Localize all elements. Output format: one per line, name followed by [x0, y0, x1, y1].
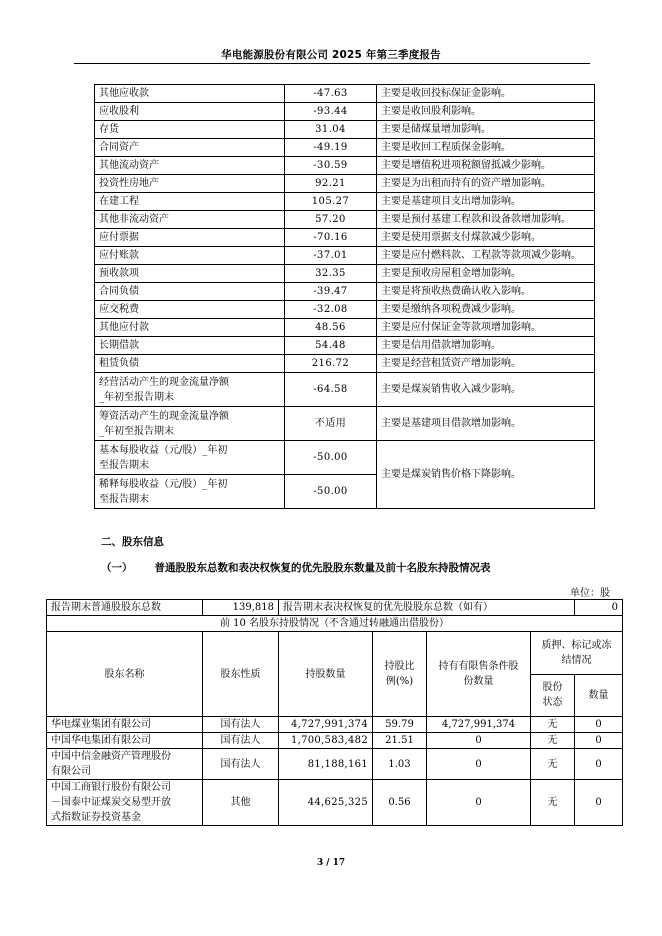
table-row: [95, 175, 595, 193]
holder-restricted: 0: [427, 749, 531, 780]
change-reason: 主要是将预收热费确认收入影响。: [377, 283, 595, 301]
item-name: 预收款项: [95, 265, 285, 283]
holder-name-line: 中国工商银行股份有限公司: [51, 782, 171, 793]
holder-ratio: 59.79: [373, 717, 427, 733]
table-row: [95, 355, 595, 373]
change-reason: 主要是增值税进项税额留抵减少影响。: [377, 157, 595, 175]
change-ratio: 48.56: [285, 319, 377, 337]
item-name: [95, 407, 285, 441]
shareholder-table: [46, 599, 623, 826]
change-ratio: 32.35: [285, 265, 377, 283]
change-reason: 主要是应付燃料款、工程款等款项减少影响。: [377, 247, 595, 265]
change-ratio: 92.21: [285, 175, 377, 193]
holder-restricted: 4,727,991,374: [427, 717, 531, 733]
table-row: [95, 265, 595, 283]
change-ratio: 105.27: [285, 193, 377, 211]
item-name: 应收股利: [95, 103, 285, 121]
holder-pledge-status: 无: [531, 780, 575, 826]
change-ratio: -93.44: [285, 103, 377, 121]
item-name: [95, 441, 285, 475]
change-reason: 主要是信用借款增加影响。: [377, 337, 595, 355]
holder-nature: 国有法人: [203, 717, 279, 733]
holder-shares: 4,727,991,374: [279, 717, 373, 733]
change-reason: 主要是收回股利影响。: [377, 103, 595, 121]
holder-name: [47, 717, 203, 733]
change-ratio: -37.01: [285, 247, 377, 265]
balance-change-table: [94, 84, 595, 509]
table-row: [95, 407, 595, 441]
change-ratio: -49.19: [285, 139, 377, 157]
item-name-line: _年初至报告期末: [99, 425, 174, 437]
change-reason: 主要是收回投标保证金影响。: [377, 85, 595, 103]
total-holders-value: 139,818: [203, 600, 279, 616]
item-name-line: _年初至报告期末: [99, 391, 174, 403]
page-number: 3 / 17: [316, 858, 346, 868]
col-header-pledge-qty: 数量: [575, 674, 623, 717]
holder-name-line: 有限公司: [51, 766, 91, 777]
holder-nature: 国有法人: [203, 733, 279, 749]
change-reason: 主要是预收房屋租金增加影响。: [377, 265, 595, 283]
holder-name-line: 华电煤业集团有限公司: [51, 719, 151, 730]
change-ratio: -47.63: [285, 85, 377, 103]
col-header-restricted: 持有有限售条件股 份数量: [427, 632, 531, 717]
section-title: 二、股东信息: [101, 536, 164, 548]
change-ratio: 54.48: [285, 337, 377, 355]
table-row: [47, 733, 623, 749]
table-row: [95, 229, 595, 247]
preferred-holders-label: 报告期末表决权恢复的优先股股东总数（如有）: [279, 600, 575, 616]
change-ratio: -70.16: [285, 229, 377, 247]
col-header-shares: 持股数量: [279, 632, 373, 717]
change-ratio: 31.04: [285, 121, 377, 139]
item-name-line: 至报告期末: [99, 459, 149, 471]
change-reason: 主要是预付基建工程款和设备款增加影响。: [377, 211, 595, 229]
item-name: 存货: [95, 121, 285, 139]
table-row: [95, 193, 595, 211]
subsection-text: 普通股股东总数和表决权恢复的优先股股东数量及前十名股东持股情况表: [154, 562, 491, 574]
holder-pledge-status: 无: [531, 717, 575, 733]
col-header-pledge: 质押、标记或冻 结情况: [531, 632, 623, 675]
holder-ratio: 0.56: [373, 780, 427, 826]
change-reason: 主要是基建项目借款增加影响。: [377, 407, 595, 441]
top10-caption-row: [47, 616, 623, 632]
change-reason: 主要是为出租而持有的资产增加影响。: [377, 175, 595, 193]
item-name: 应付票据: [95, 229, 285, 247]
table-row: [95, 283, 595, 301]
item-name-line: 稀释每股收益（元/股）_年初: [99, 478, 228, 490]
subsection-title: [101, 560, 491, 575]
change-ratio: -50.00: [285, 441, 377, 475]
table-row: [47, 749, 623, 780]
change-ratio: -30.59: [285, 157, 377, 175]
holder-pledge-qty: 0: [575, 749, 623, 780]
change-reason: 主要是基建项目支出增加影响。: [377, 193, 595, 211]
total-holders-label: 报告期末普通股股东总数: [47, 600, 203, 616]
item-name: [95, 373, 285, 407]
col-header-ratio: 持股比 例(%): [373, 632, 427, 717]
item-name-line: 基本每股收益（元/股）_年初: [99, 444, 228, 456]
change-reason: 主要是缴纳各项税费减少影响。: [377, 301, 595, 319]
item-name: 合同资产: [95, 139, 285, 157]
change-ratio: -64.58: [285, 373, 377, 407]
header-divider: [74, 63, 590, 64]
holder-pledge-status: 无: [531, 749, 575, 780]
item-name: 其他应付款: [95, 319, 285, 337]
preferred-holders-value: 0: [575, 600, 623, 616]
table-row: [95, 103, 595, 121]
change-reason: 主要是储煤量增加影响。: [377, 121, 595, 139]
holder-name-line: 中国中信金融资产管理股份: [51, 751, 171, 762]
change-reason: 主要是经营租赁资产增加影响。: [377, 355, 595, 373]
holder-nature: 国有法人: [203, 749, 279, 780]
item-name: 其他流动资产: [95, 157, 285, 175]
table-row: [95, 441, 595, 475]
change-ratio: 不适用: [285, 407, 377, 441]
table-row: [95, 139, 595, 157]
holder-name-line: 式指数证券投资基金: [51, 812, 141, 823]
table-row: [95, 301, 595, 319]
top10-caption: 前 10 名股东持股情况（不含通过转融通出借股份）: [47, 616, 623, 632]
change-reason: 主要是使用票据支付煤款减少影响。: [377, 229, 595, 247]
holder-shares: 44,625,325: [279, 780, 373, 826]
item-name: 其他应收款: [95, 85, 285, 103]
holder-nature: 其他: [203, 780, 279, 826]
item-name: 投资性房地产: [95, 175, 285, 193]
holder-name: [47, 749, 203, 780]
holder-pledge-qty: 0: [575, 780, 623, 826]
table-row: [95, 247, 595, 265]
table-row: [95, 337, 595, 355]
holders-header-row: [47, 632, 623, 675]
holder-pledge-qty: 0: [575, 717, 623, 733]
change-ratio: -32.08: [285, 301, 377, 319]
col-header-nature: 股东性质: [203, 632, 279, 717]
holder-restricted: 0: [427, 780, 531, 826]
item-name-line: 筹资活动产生的现金流量净额: [99, 410, 229, 422]
unit-label: 单位：股: [570, 588, 610, 599]
table-row: [95, 319, 595, 337]
change-reason: 主要是煤炭销售价格下降影响。: [377, 441, 595, 509]
holder-ratio: 21.51: [373, 733, 427, 749]
col-header-name: 股东名称: [47, 632, 203, 717]
holder-name: [47, 733, 203, 749]
table-row: [95, 121, 595, 139]
subsection-number: （一）: [101, 562, 133, 574]
holder-ratio: 1.03: [373, 749, 427, 780]
col-header-pledge-status: 股份 状态: [531, 674, 575, 717]
holder-name: [47, 780, 203, 826]
table-row: [95, 211, 595, 229]
change-ratio: -50.00: [285, 475, 377, 509]
item-name: 长期借款: [95, 337, 285, 355]
change-ratio: 216.72: [285, 355, 377, 373]
item-name: 合同负债: [95, 283, 285, 301]
change-ratio: -39.47: [285, 283, 377, 301]
report-header: 华电能源股份有限公司 2025 年第三季度报告: [221, 49, 441, 61]
change-reason: 主要是收回工程质保金影响。: [377, 139, 595, 157]
holders-summary-row: [47, 600, 623, 616]
table-row: [47, 780, 623, 826]
table-row: [47, 717, 623, 733]
item-name-line: 至报告期末: [99, 493, 149, 505]
item-name-line: 经营活动产生的现金流量净额: [99, 376, 229, 388]
change-reason: 主要是煤炭销售收入减少影响。: [377, 373, 595, 407]
holder-shares: 81,188,161: [279, 749, 373, 780]
table-row: [95, 373, 595, 407]
holder-restricted: 0: [427, 733, 531, 749]
change-ratio: 57.20: [285, 211, 377, 229]
item-name: 应付账款: [95, 247, 285, 265]
change-reason: 主要是应付保证金等款项增加影响。: [377, 319, 595, 337]
item-name: 租赁负债: [95, 355, 285, 373]
holder-pledge-qty: 0: [575, 733, 623, 749]
holder-shares: 1,700,583,482: [279, 733, 373, 749]
item-name: 其他非流动资产: [95, 211, 285, 229]
table-row: [95, 157, 595, 175]
holder-pledge-status: 无: [531, 733, 575, 749]
item-name: [95, 475, 285, 509]
holder-name-line: －国泰中证煤炭交易型开放: [51, 797, 171, 808]
item-name: 应交税费: [95, 301, 285, 319]
item-name: 在建工程: [95, 193, 285, 211]
holder-name-line: 中国华电集团有限公司: [51, 735, 151, 746]
table-row: [95, 85, 595, 103]
